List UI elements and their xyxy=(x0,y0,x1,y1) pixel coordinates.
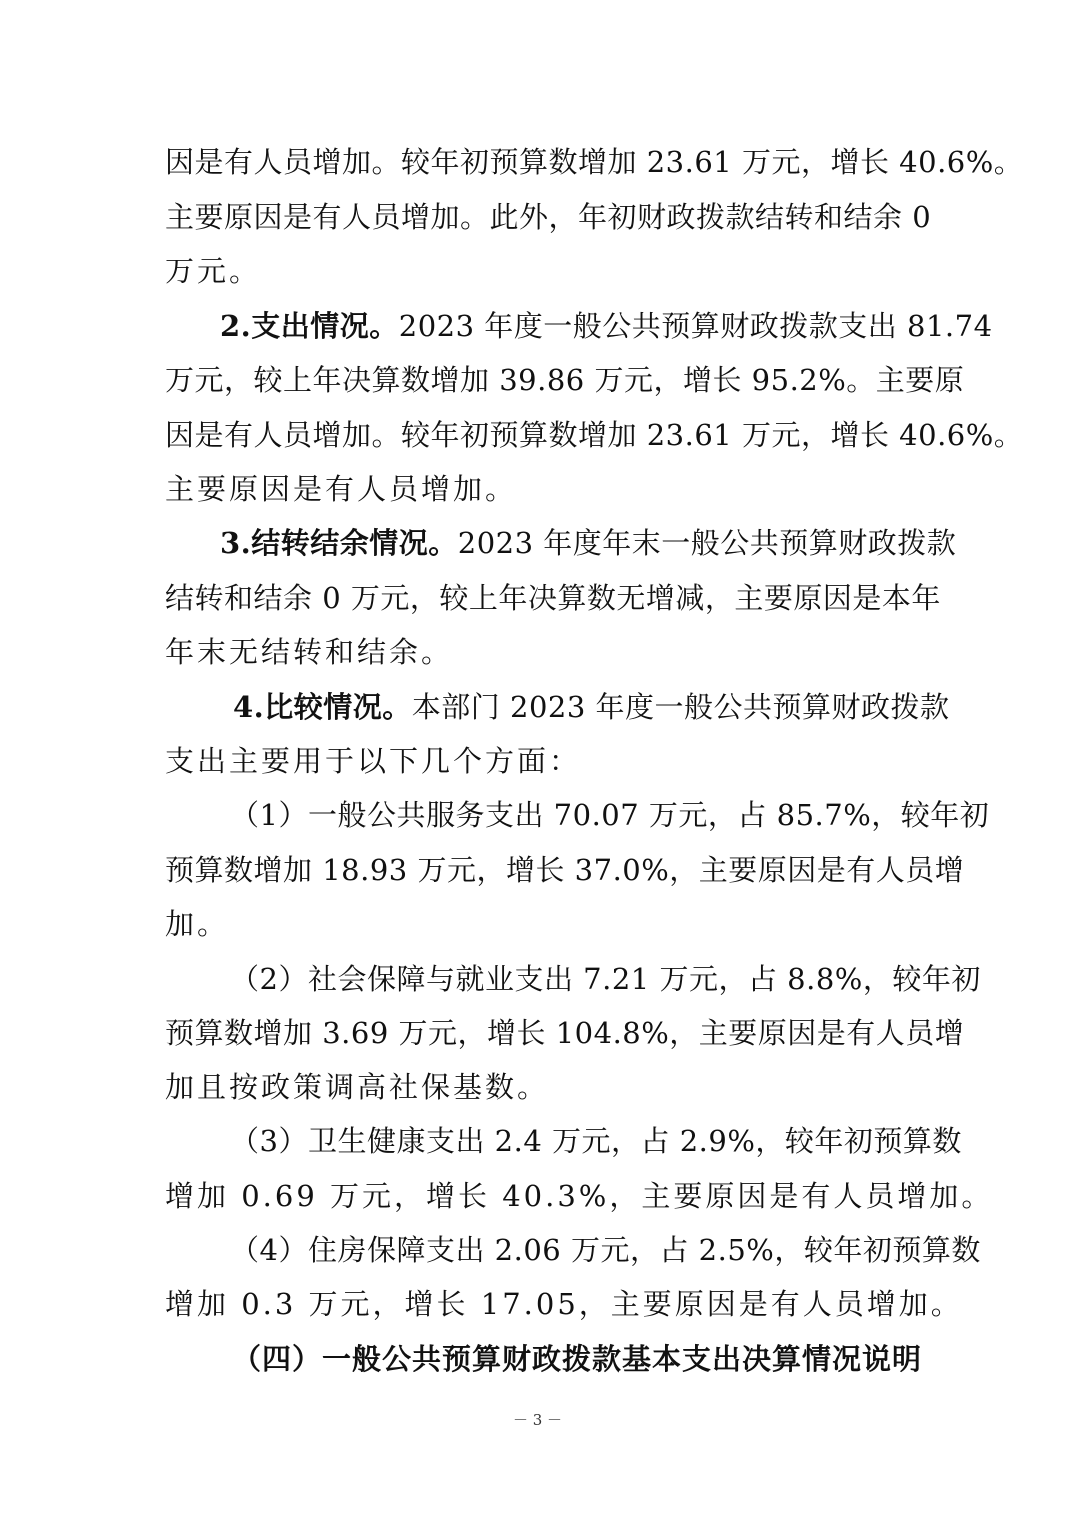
list-item-line: （3）卫生健康支出 2.4 万元，占 2.9%，较年初预算数 xyxy=(230,1124,962,1158)
list-item-line: （2）社会保障与就业支出 7.21 万元，占 8.8%，较年初 xyxy=(230,962,981,996)
paragraph-line: 因是有人员增加。较年初预算数增加 23.61 万元，增长 40.6%。 xyxy=(165,145,1024,179)
paragraph-text: 2023 年度一般公共预算财政拨款支出 81.74 xyxy=(398,309,993,343)
paragraph-line: 主要原因是有人员增加。此外，年初财政拨款结转和结余 0 xyxy=(165,200,932,234)
list-item-line: 预算数增加 3.69 万元，增长 104.8%，主要原因是有人员增 xyxy=(165,1016,965,1050)
paragraph-line: 年末无结转和结余。 xyxy=(165,635,454,669)
list-item-line: （4）住房保障支出 2.06 万元，占 2.5%，较年初预算数 xyxy=(230,1233,981,1267)
carryover-paragraph-first-line xyxy=(220,523,957,563)
paragraph-line: 万元。 xyxy=(165,254,262,288)
list-item-line: （1）一般公共服务支出 70.07 万元，占 85.7%，较年初 xyxy=(230,798,990,832)
paragraph-line: 支出主要用于以下几个方面： xyxy=(165,744,582,778)
expenditure-paragraph-first-line xyxy=(220,306,993,346)
comparison-paragraph-first-line xyxy=(233,687,950,727)
paragraph-line: 主要原因是有人员增加。 xyxy=(165,472,518,506)
paragraph-text: 2023 年度年末一般公共预算财政拨款 xyxy=(457,526,957,560)
page-number: － 3 － xyxy=(512,1411,563,1429)
carryover-heading: 3.结转结余情况。 xyxy=(220,526,458,560)
expenditure-heading: 2.支出情况。 xyxy=(220,309,399,343)
paragraph-line: 结转和结余 0 万元，较上年决算数无增减，主要原因是本年 xyxy=(165,581,941,615)
list-item-line: 预算数增加 18.93 万元，增长 37.0%，主要原因是有人员增 xyxy=(165,853,965,887)
comparison-heading: 4.比较情况。 xyxy=(233,690,412,724)
list-item-line: 增加 0.3 万元，增长 17.05，主要原因是有人员增加。 xyxy=(165,1287,963,1321)
list-item-line: 增加 0.69 万元，增长 40.3%，主要原因是有人员增加。 xyxy=(165,1179,994,1213)
paragraph-text: 本部门 2023 年度一般公共预算财政拨款 xyxy=(411,690,950,724)
paragraph-line: 万元，较上年决算数增加 39.86 万元，增长 95.2%。主要原 xyxy=(165,363,965,397)
paragraph-line: 因是有人员增加。较年初预算数增加 23.61 万元，增长 40.6%。 xyxy=(165,418,1024,452)
list-item-line: 加。 xyxy=(165,907,230,941)
section-heading: （四）一般公共预算财政拨款基本支出决算情况说明 xyxy=(232,1342,923,1376)
list-item-line: 加且按政策调高社保基数。 xyxy=(165,1070,550,1104)
